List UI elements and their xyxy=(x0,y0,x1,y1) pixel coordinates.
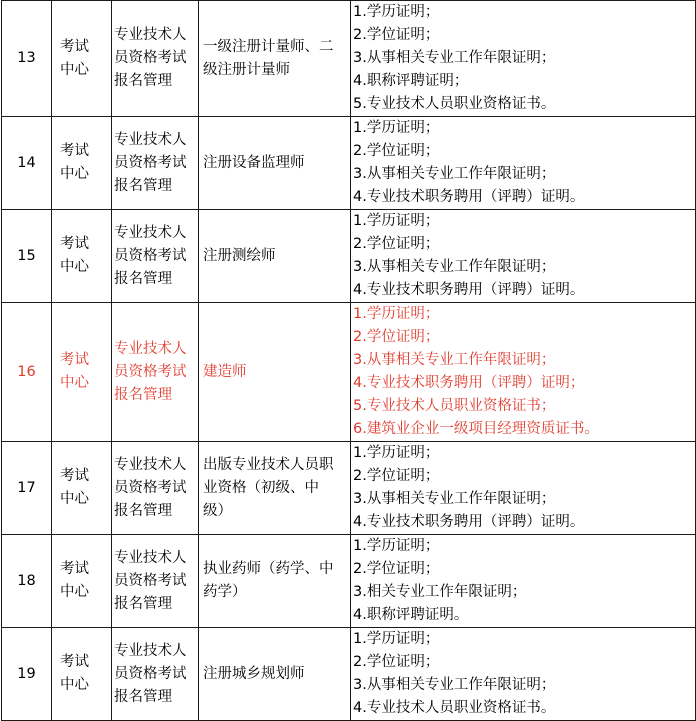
center-cell xyxy=(52,535,112,628)
requirements-line: 1.学历证明； xyxy=(353,213,440,229)
department-line: 报名管理 xyxy=(114,688,172,705)
department-line: 专业技术人 xyxy=(114,642,187,659)
department-line: 报名管理 xyxy=(114,386,172,403)
project-line: 业资格（初级、中 xyxy=(203,479,319,496)
center-cell xyxy=(52,442,112,535)
center-line: 考试 xyxy=(60,654,89,670)
center-cell xyxy=(52,210,112,303)
department-line: 专业技术人 xyxy=(114,549,187,566)
project-line: 一级注册计量师、二 xyxy=(203,38,334,55)
table-body xyxy=(2,1,696,721)
table-row xyxy=(2,442,696,535)
requirements-line: 3.从事相关专业工作年限证明； xyxy=(353,166,556,182)
project-cell xyxy=(199,210,351,303)
requirements-line: 2.学位证明； xyxy=(353,143,440,159)
requirements-line: 1.学历证明； xyxy=(353,306,440,322)
center-line: 中心 xyxy=(60,375,89,391)
project-line: 级） xyxy=(203,502,232,519)
requirements-line: 3.从事相关专业工作年限证明； xyxy=(353,677,556,693)
requirements-cell xyxy=(351,535,696,628)
table-row xyxy=(2,1,696,117)
department-line: 员资格考试 xyxy=(114,50,187,66)
center-cell xyxy=(52,117,112,210)
row-number: 19 xyxy=(2,628,52,721)
center-line: 中心 xyxy=(60,584,89,600)
project-cell xyxy=(199,117,351,210)
requirements-line: 2.学位证明； xyxy=(353,27,440,43)
project-line: 建造师 xyxy=(203,363,247,380)
requirements-line: 4.职称评聘证明。 xyxy=(353,607,469,623)
requirements-cell xyxy=(351,210,696,303)
requirements-line: 3.从事相关专业工作年限证明； xyxy=(353,352,556,368)
requirements-cell xyxy=(351,442,696,535)
project-cell xyxy=(199,303,351,442)
center-line: 中心 xyxy=(60,491,89,507)
department-line: 员资格考试 xyxy=(114,665,187,682)
center-line: 中心 xyxy=(60,677,89,693)
department-cell xyxy=(112,303,199,442)
project-cell xyxy=(199,535,351,628)
project-line: 注册测绘师 xyxy=(203,247,276,264)
requirements-line: 6.建筑业企业一级项目经理资质证书。 xyxy=(353,421,599,437)
requirements-table xyxy=(1,0,696,721)
department-line: 专业技术人 xyxy=(114,131,187,148)
table-row xyxy=(2,210,696,303)
center-line: 考试 xyxy=(60,236,89,252)
requirements-line: 4.职称评聘证明； xyxy=(353,73,469,89)
row-number: 16 xyxy=(2,303,52,442)
department-cell xyxy=(112,117,199,210)
requirements-line: 1.学历证明； xyxy=(353,631,440,647)
requirements-line: 3.相关专业工作年限证明； xyxy=(353,584,527,600)
department-line: 报名管理 xyxy=(114,502,172,519)
department-line: 报名管理 xyxy=(114,177,172,194)
requirements-line: 4.专业技术职务聘用（评聘）证明。 xyxy=(353,189,585,205)
project-line: 注册设备监理师 xyxy=(203,154,305,171)
row-number: 17 xyxy=(2,442,52,535)
project-line: 执业药师（药学、中 xyxy=(203,561,334,577)
center-line: 中心 xyxy=(60,166,89,182)
requirements-cell xyxy=(351,303,696,442)
row-number: 18 xyxy=(2,535,52,628)
requirements-cell xyxy=(351,1,696,117)
center-line: 考试 xyxy=(60,143,89,159)
center-line: 考试 xyxy=(60,561,89,577)
requirements-line: 5.专业技术人员职业资格证书； xyxy=(353,398,556,414)
department-line: 报名管理 xyxy=(114,73,172,89)
department-line: 员资格考试 xyxy=(114,479,187,496)
requirements-line: 4.专业技术人员职业资格证书。 xyxy=(353,700,556,716)
project-line: 级注册计量师 xyxy=(203,61,290,78)
row-number: 13 xyxy=(2,1,52,117)
requirements-line: 2.学位证明； xyxy=(353,468,440,484)
center-line: 中心 xyxy=(60,259,89,275)
requirements-line: 4.专业技术职务聘用（评聘）证明； xyxy=(353,375,585,391)
department-line: 专业技术人 xyxy=(114,340,187,357)
requirements-line: 4.专业技术职务聘用（评聘）证明。 xyxy=(353,514,585,530)
project-line: 药学） xyxy=(203,584,247,600)
center-cell xyxy=(52,628,112,721)
requirements-line: 2.学位证明； xyxy=(353,561,440,577)
department-cell xyxy=(112,442,199,535)
table-row xyxy=(2,535,696,628)
center-cell xyxy=(52,1,112,117)
row-number: 14 xyxy=(2,117,52,210)
table-row xyxy=(2,117,696,210)
department-cell xyxy=(112,210,199,303)
department-cell xyxy=(112,628,199,721)
project-line: 出版专业技术人员职 xyxy=(203,456,334,473)
requirements-line: 3.从事相关专业工作年限证明； xyxy=(353,50,556,66)
project-line: 注册城乡规划师 xyxy=(203,665,305,682)
department-line: 报名管理 xyxy=(114,270,172,287)
center-line: 考试 xyxy=(60,468,89,484)
department-line: 专业技术人 xyxy=(114,27,187,43)
department-cell xyxy=(112,535,199,628)
requirements-line: 3.从事相关专业工作年限证明； xyxy=(353,259,556,275)
requirements-line: 2.学位证明； xyxy=(353,236,440,252)
department-line: 员资格考试 xyxy=(114,572,187,589)
table-row xyxy=(2,628,696,721)
department-line: 员资格考试 xyxy=(114,363,187,380)
department-line: 员资格考试 xyxy=(114,247,187,264)
row-number: 15 xyxy=(2,210,52,303)
center-line: 考试 xyxy=(60,38,89,55)
requirements-line: 4.专业技术职务聘用（评聘）证明。 xyxy=(353,282,585,298)
department-cell xyxy=(112,1,199,117)
requirements-line: 1.学历证明； xyxy=(353,538,440,554)
table-row xyxy=(2,303,696,442)
requirements-line: 1.学历证明； xyxy=(353,445,440,461)
requirements-cell xyxy=(351,117,696,210)
requirements-line: 2.学位证明； xyxy=(353,329,440,345)
requirements-cell xyxy=(351,628,696,721)
project-cell xyxy=(199,442,351,535)
requirements-line: 5.专业技术人员职业资格证书。 xyxy=(353,96,556,112)
department-line: 员资格考试 xyxy=(114,154,187,171)
requirements-line: 1.学历证明； xyxy=(353,4,440,20)
center-cell xyxy=(52,303,112,442)
project-cell xyxy=(199,1,351,117)
department-line: 专业技术人 xyxy=(114,224,187,241)
requirements-line: 3.从事相关专业工作年限证明； xyxy=(353,491,556,507)
requirements-line: 1.学历证明； xyxy=(353,120,440,136)
requirements-line: 2.学位证明； xyxy=(353,654,440,670)
project-cell xyxy=(199,628,351,721)
center-line: 考试 xyxy=(60,352,89,368)
department-line: 报名管理 xyxy=(114,595,172,612)
department-line: 专业技术人 xyxy=(114,456,187,473)
center-line: 中心 xyxy=(60,61,89,78)
